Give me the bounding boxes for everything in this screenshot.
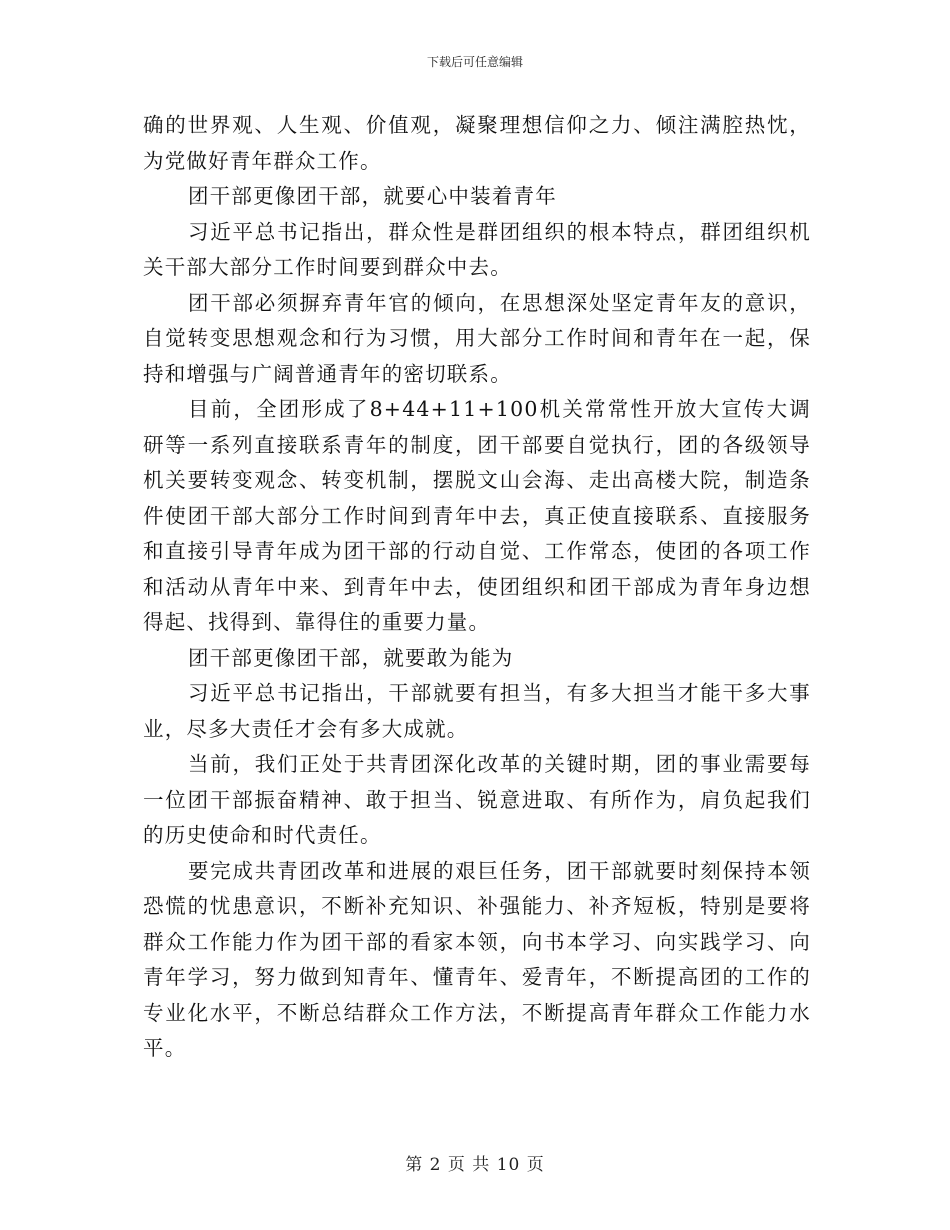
paragraph: 习近平总书记指出，干部就要有担当，有多大担当才能干多大事业，尽多大责任才会有多大成就。 — [143, 681, 811, 741]
paragraph: 当前，我们正处于共青团深化改革的关键时期，团的事业需要每一位团干部振奋精神、敢于担当、锐意进取、有所作为，肩负起我们的历史使命和时代责任。 — [143, 752, 811, 847]
paragraph: 目前，全团形成了8+44+11+100机关常常性开放大宣传大调研等一系列直接联系青年的制度，团干部要自觉执行，团的各级领导机关要转变观念、转变机制，摆脱文山会海、走出高楼大院，制造条件使团干部大部分工作时间到青年中去，真正使直接联系、直接服务和直接引导青年成为团干部的行动自觉、工作常态，使团的各项工作和活动从青年中来、到青年中去，使团组织和团干部成为青年身边想得起、找得到、靠得住的重要力量。 — [143, 397, 811, 634]
paragraph: 要完成共青团改革和进展的艰巨任务，团干部就要时刻保持本领恐慌的忧患意识，不断补充知识、补强能力、补齐短板，特别是要将群众工作能力作为团干部的看家本领，向书本学习、向实践学习、向青年学习，努力做到知青年、懂青年、爱青年，不断提高团的工作的专业化水平，不断总结群众工作方法，不断提高青年群众工作能力水平。 — [143, 858, 811, 1060]
page-header: 下载后可任意编辑 — [426, 55, 523, 69]
section-heading: 团干部更像团干部，就要心中装着青年 — [188, 184, 557, 208]
paragraph: 团干部必须摒弃青年官的倾向，在思想深处坚定青年友的意识，自觉转变思想观念和行为习惯，用大部分工作时间和青年在一起，保持和增强与广阔普通青年的密切联系。 — [143, 290, 811, 386]
paragraph: 习近平总书记指出，群众性是群团组织的根本特点，群团组织机关干部大部分工作时间要到群众中去。 — [143, 219, 811, 279]
document-body — [143, 108, 811, 1067]
paragraph-continuation: 确的世界观、人生观、价值观，凝聚理想信仰之力、倾注满腔热忱，为党做好青年群众工作。 — [143, 113, 811, 173]
section-heading: 团干部更像团干部，就要敢为能为 — [188, 645, 514, 670]
page-number: 第 2 页 共 10 页 — [405, 1155, 545, 1175]
